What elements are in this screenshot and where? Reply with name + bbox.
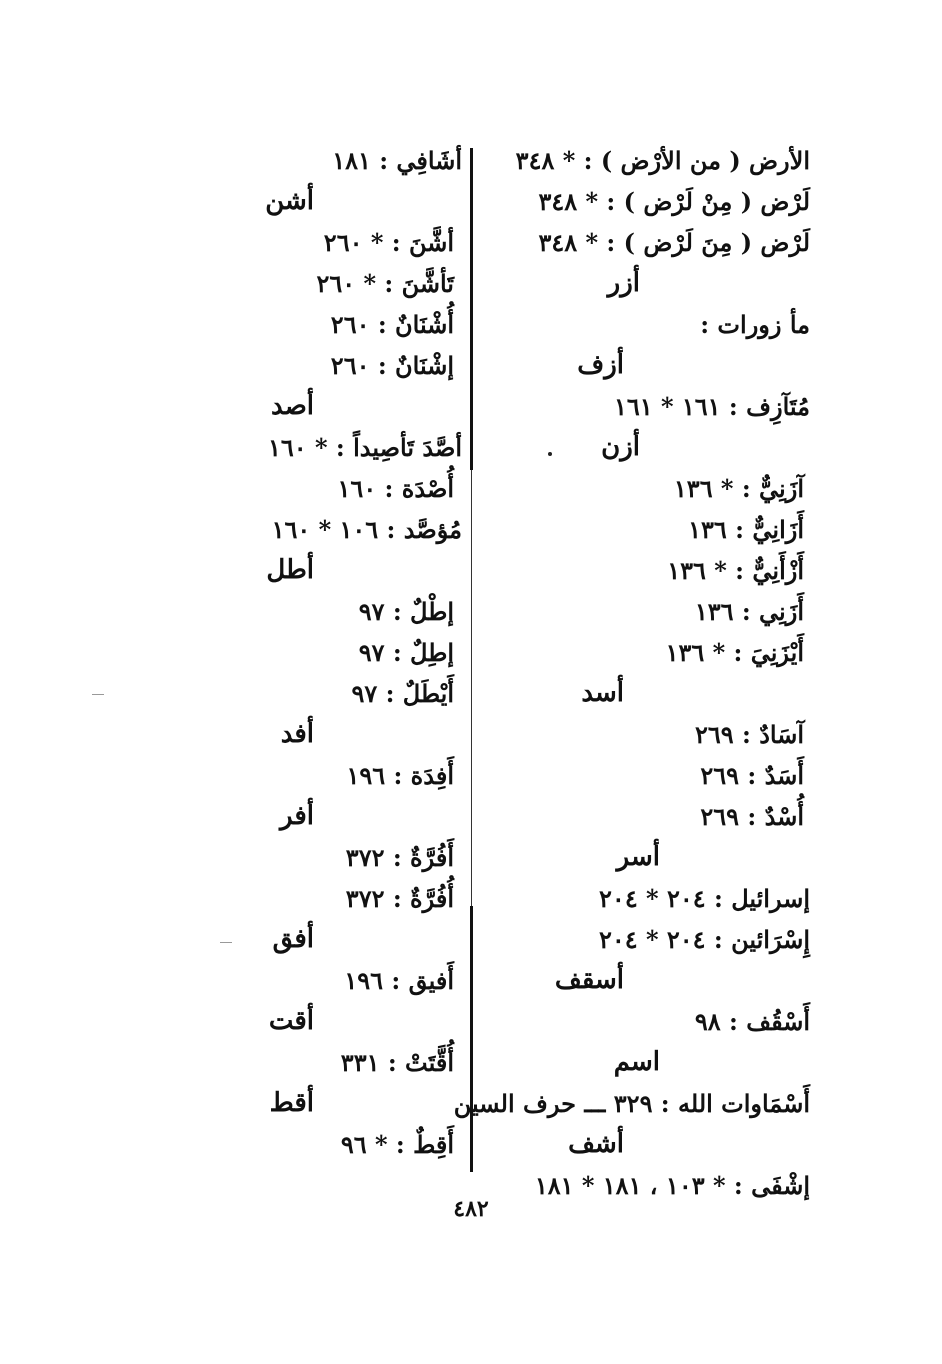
index-entry: لَرْض ( مِنْ لَرْض ) : * ٣٤٨ xyxy=(538,187,810,216)
index-entry: أَزْأَنِيٌّ : * ١٣٦ xyxy=(667,556,804,585)
index-entry: مُتَآزِف : ١٦١ * ١٦١ xyxy=(613,392,810,421)
index-entry: مُؤصَّد : ١٠٦ * ١٦٠ xyxy=(271,515,462,544)
root-heading: أفد xyxy=(280,719,314,749)
root-heading: أشف xyxy=(568,1129,624,1159)
index-entry: أَزَنِي : ١٣٦ xyxy=(694,597,804,626)
index-entry: أَفِدَة : ١٩٦ xyxy=(346,761,454,790)
index-entry: أشَّنَ : * ٢٦٠ xyxy=(323,228,454,257)
index-entry: آسَادٌ : ٢٦٩ xyxy=(694,720,804,749)
index-entry: إشْنَانٌ : ٢٦٠ xyxy=(330,351,454,380)
index-entry: أَسَدٌ : ٢٦٩ xyxy=(700,761,804,790)
index-entry: تَأشَّنَ : * ٢٦٠ xyxy=(316,269,454,298)
root-heading: أفر xyxy=(280,801,314,831)
index-entry: إسرائيل : ٢٠٤ * ٢٠٤ xyxy=(599,884,810,913)
index-entry: أَزَانِيٌّ : ١٣٦ xyxy=(688,515,804,544)
index-entry: أُصْدَة : ١٦٠ xyxy=(337,474,454,503)
root-heading: أطل xyxy=(266,555,314,585)
index-entry: أَفُرَّةٌ : ٣٧٢ xyxy=(345,843,454,872)
index-entry: إِسْرَائين : ٢٠٤ * ٢٠٤ xyxy=(598,925,810,954)
root-heading: أزر xyxy=(607,268,640,298)
index-entry: أَسْمَاوات الله : ٣٢٩ ـــ حرف السين xyxy=(453,1089,810,1118)
index-entry: أَفيق : ١٩٦ xyxy=(344,966,454,995)
index-entry: أُقَّتَتْ : ٣٣١ xyxy=(340,1048,454,1077)
index-entry: إطْلٌ : ٩٧ xyxy=(358,597,454,626)
root-heading: أشن xyxy=(265,186,314,216)
index-entry: الأرض ( من الأرْض ) : * ٣٤٨ xyxy=(515,146,810,175)
index-entry: أصَّدَ تَأصِيداً : * ١٦٠ xyxy=(267,433,462,462)
index-entry: لَرْض ( مِنَ لَرْض ) : * ٣٤٨ xyxy=(538,228,810,257)
root-heading: أفق xyxy=(272,924,314,954)
index-entry: أُفُرَّةٌ : ٣٧٢ xyxy=(345,884,454,913)
index-entry: أُسْدٌ : ٢٦٩ xyxy=(700,802,804,831)
right-column xyxy=(453,140,810,1206)
index-entry: أَسْقُف : ٩٨ xyxy=(694,1007,810,1036)
left-column xyxy=(230,140,462,1165)
root-heading: أقت xyxy=(268,1006,314,1036)
root-heading: اسم xyxy=(613,1047,660,1077)
index-entry: أشَافِي : ١٨١ xyxy=(332,146,462,175)
index-entry: أَيْزَنِيَ : * ١٣٦ xyxy=(665,638,804,667)
index-entry: مأ زورات : xyxy=(700,310,810,339)
index-entry: أُشْنَانٌ : ٢٦٠ xyxy=(330,310,454,339)
root-heading: أقط xyxy=(269,1088,314,1118)
column-divider-thin xyxy=(471,470,472,906)
index-entry: آزَنِيٌّ : * ١٣٦ xyxy=(673,474,804,503)
index-entry: إطِلٌ : ٩٧ xyxy=(358,638,454,667)
index-entry: أَيْطَلٌ : ٩٧ xyxy=(351,679,454,708)
index-entry: إشْفَى : * ١٠٣ ، ١٨١ * ١٨١ xyxy=(534,1171,810,1200)
page-number: ٤٨٢ xyxy=(453,1196,489,1222)
root-heading: أسد xyxy=(581,678,624,708)
root-heading: أزن xyxy=(601,432,640,462)
index-entry: أَقِطٌ : * ٩٦ xyxy=(340,1130,454,1159)
root-heading: أصد xyxy=(271,391,314,421)
root-heading: أسقف xyxy=(554,965,624,995)
root-heading: أزف xyxy=(577,350,624,380)
root-heading: أسر xyxy=(616,842,660,872)
margin-mark xyxy=(92,694,104,695)
